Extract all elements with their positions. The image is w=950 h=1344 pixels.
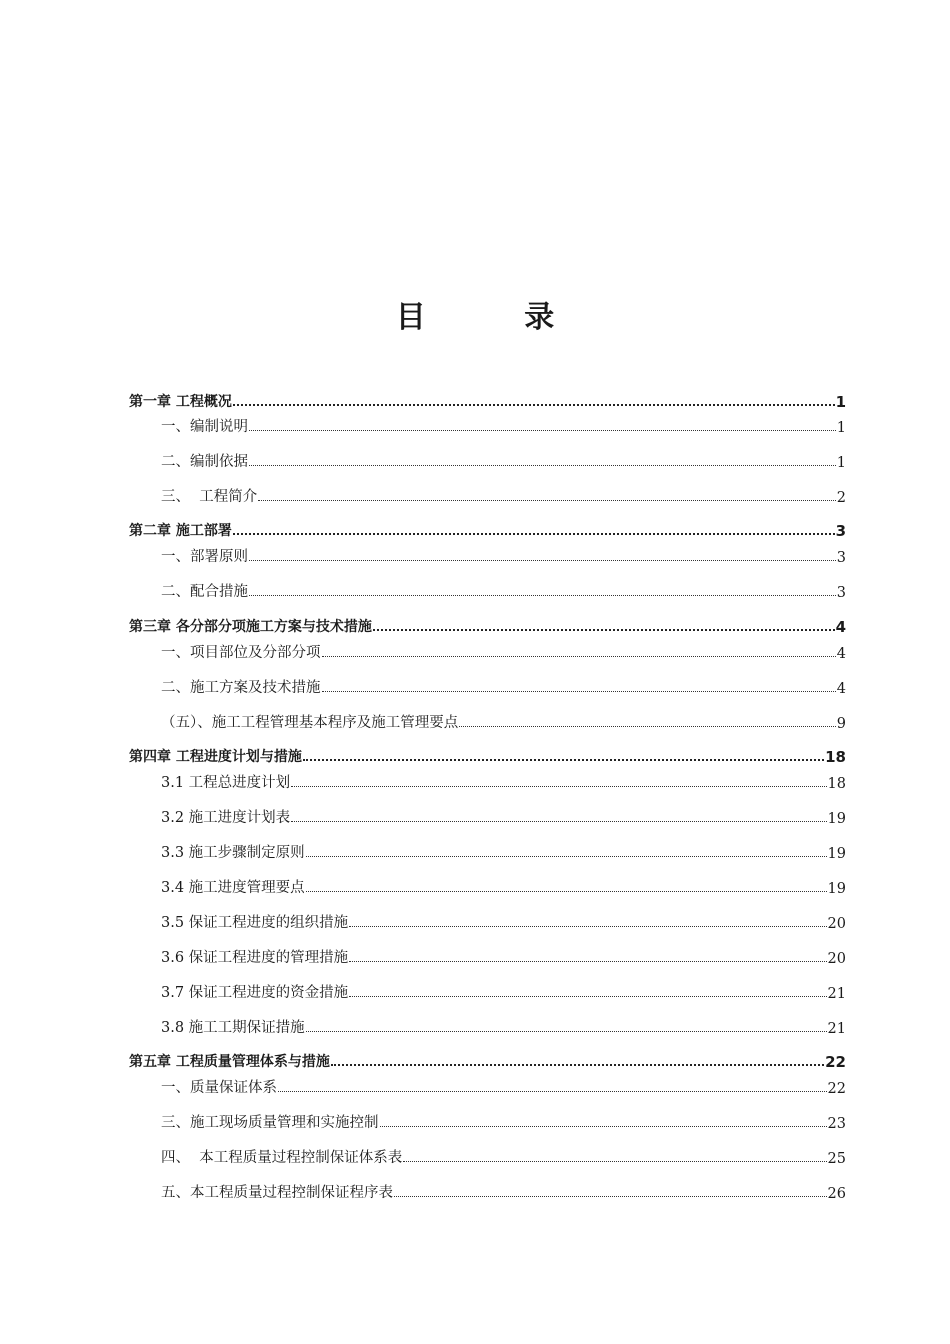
toc-leader [233,404,835,406]
toc-page-number: 19 [827,811,846,827]
toc-entry-label: 3.6 保证工程进度的管理措施 [161,950,349,966]
toc-entry-label: 二、配合措施 [161,584,248,600]
toc-page-number: 21 [827,1021,846,1037]
toc-leader [373,629,835,631]
toc-leader [291,786,826,787]
toc-entry-label: 二、编制依据 [161,454,248,470]
toc-page-number: 4 [836,681,846,697]
toc-entry-label: 一、部署原则 [161,549,248,565]
toc-entry-label: 第三章 各分部分项施工方案与技术措施 [129,619,372,635]
toc-leader [306,891,827,892]
toc-entry-label: 3.1 工程总进度计划 [161,775,291,791]
toc-page-number: 18 [825,748,846,766]
toc-entry[interactable] [161,413,846,437]
toc-page-number: 25 [827,1151,846,1167]
toc-entry-label: 二、施工方案及技术措施 [161,680,321,696]
toc-entry[interactable] [161,804,846,828]
toc-page-number: 23 [827,1116,846,1132]
toc-chapter-2[interactable] [129,517,846,541]
toc-leader [306,856,827,857]
toc-page-number: 3 [836,585,846,601]
toc-entry[interactable] [161,674,846,698]
toc-entry-label: 第二章 施工部署 [129,523,232,539]
toc-entry-label: 3.2 施工进度计划表 [161,810,291,826]
toc-entry[interactable] [161,874,846,898]
toc-entry-label: 一、质量保证体系 [161,1080,277,1096]
toc-entry-label: 四、 本工程质量过程控制保证体系表 [161,1150,403,1166]
toc-entry-label: 3.8 施工工期保证措施 [161,1020,305,1036]
toc-entry[interactable] [161,1014,846,1038]
toc-entry[interactable] [161,1074,846,1098]
toc-entry[interactable] [161,709,846,733]
toc-entry[interactable] [161,448,846,472]
toc-page-number: 19 [827,881,846,897]
toc-leader [349,996,826,997]
toc-leader [306,1031,827,1032]
toc-leader [278,1091,827,1092]
toc-page-number: 4 [835,618,846,636]
toc-leader [380,1126,827,1127]
toc-page-number: 4 [836,646,846,662]
toc-chapter-5[interactable] [129,1048,846,1072]
toc-leader [403,1161,826,1162]
toc-chapter-3[interactable] [129,613,846,637]
toc-page-number: 3 [836,550,846,566]
toc-page-number: 19 [827,846,846,862]
toc-leader [349,961,826,962]
toc-entry-label: 三、 工程简介 [161,489,258,505]
toc-leader [291,821,826,822]
toc-entry[interactable] [161,483,846,507]
toc-entry-label: 3.5 保证工程进度的组织措施 [161,915,349,931]
toc-entry-label: 3.3 施工步骤制定原则 [161,845,305,861]
toc-page-number: 1 [836,455,846,471]
toc-chapter-4[interactable] [129,743,846,767]
toc-leader [394,1196,827,1197]
toc-page-number: 20 [827,916,846,932]
toc-leader [258,500,836,501]
toc-entry[interactable] [161,1144,846,1168]
toc-entry-label: 第四章 工程进度计划与措施 [129,749,302,765]
toc-leader [349,926,826,927]
toc-entry[interactable] [161,909,846,933]
toc-entry[interactable] [161,1179,846,1203]
toc-page-number: 18 [827,776,846,792]
toc-page-number: 22 [827,1081,846,1097]
toc-entry[interactable] [161,639,846,663]
toc-leader [249,465,836,466]
toc-leader [322,691,836,692]
toc-chapter-1[interactable] [129,388,846,412]
toc-leader [249,430,836,431]
toc-page-number: 1 [835,393,846,411]
toc-page-number: 20 [827,951,846,967]
toc-entry[interactable] [161,578,846,602]
toc-entry[interactable] [161,769,846,793]
toc-page-number: 22 [825,1053,846,1071]
toc-leader [249,595,836,596]
toc-entry-label: 3.4 施工进度管理要点 [161,880,305,896]
toc-entry-label: 三、施工现场质量管理和实施控制 [161,1115,379,1131]
page-title: 目 录 [395,300,599,335]
toc-leader [233,533,835,535]
toc-entry-label: 五、本工程质量过程控制保证程序表 [161,1185,393,1201]
toc-entry-label: 一、项目部位及分部分项 [161,645,321,661]
toc-entry-label: 第一章 工程概况 [129,394,232,410]
toc-leader [303,759,824,761]
toc-entry[interactable] [161,1109,846,1133]
toc-entry-label: 3.7 保证工程进度的资金措施 [161,985,349,1001]
toc-entry[interactable] [161,543,846,567]
toc-leader [459,726,836,727]
toc-leader [331,1064,824,1066]
toc-page-number: 9 [836,716,846,732]
toc-page-number: 3 [835,522,846,540]
toc-entry-label: 第五章 工程质量管理体系与措施 [129,1054,330,1070]
toc-entry[interactable] [161,839,846,863]
toc-entry-label: 一、编制说明 [161,419,248,435]
toc-page-number: 26 [827,1186,846,1202]
toc-entry[interactable] [161,944,846,968]
toc-page-number: 1 [836,420,846,436]
toc-entry-label: （五）、施工工程管理基本程序及施工管理要点 [161,715,459,731]
toc-page-number: 2 [836,490,846,506]
toc-leader [249,560,836,561]
toc-leader [322,656,836,657]
toc-entry[interactable] [161,979,846,1003]
toc-page-number: 21 [827,986,846,1002]
